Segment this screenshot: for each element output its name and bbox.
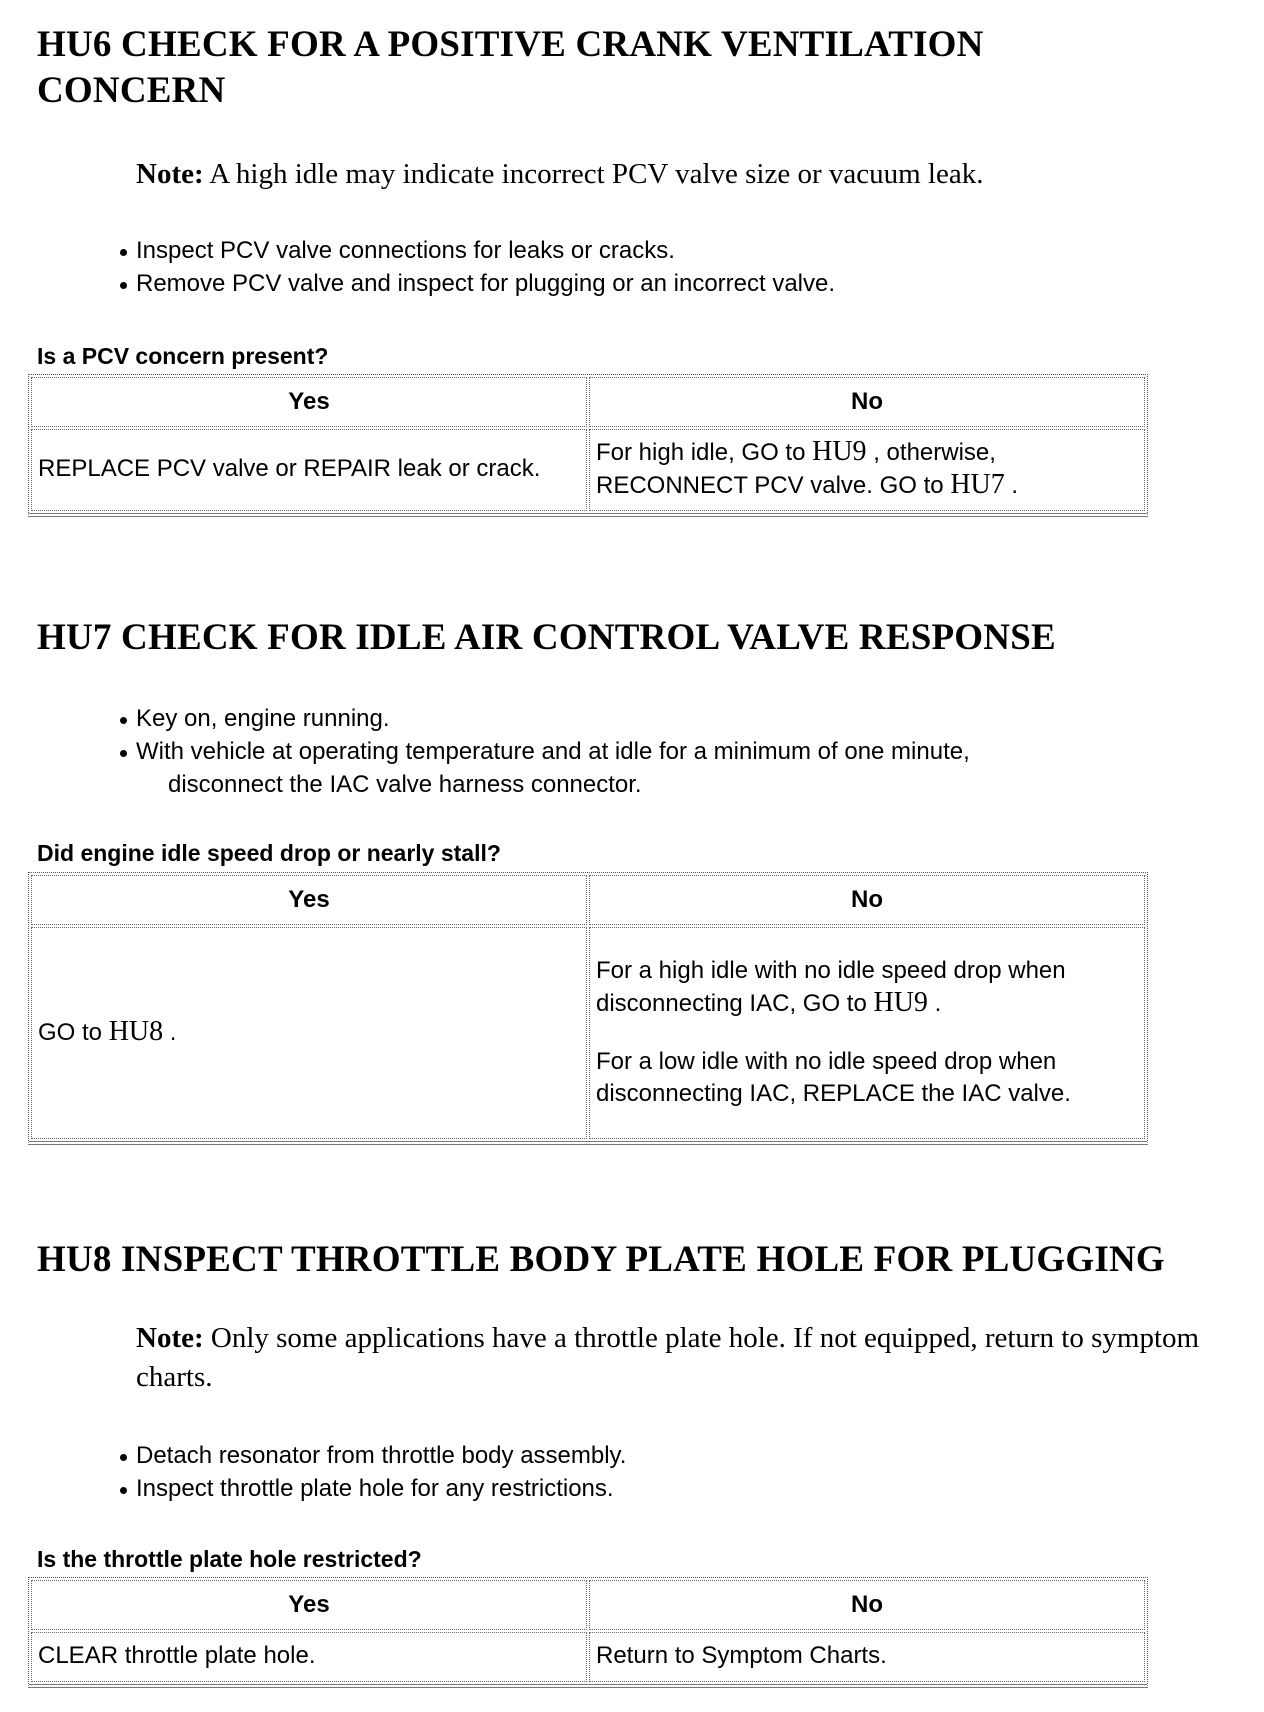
hu8-bullet-list xyxy=(118,1439,626,1505)
list-item xyxy=(118,702,970,735)
hu8-decision-table xyxy=(28,1577,1148,1688)
yes-cell-text: . xyxy=(163,1018,177,1046)
table-row xyxy=(31,1632,1145,1682)
table-header-row xyxy=(31,377,1145,427)
no-cell-text: , otherwise, RECONNECT PCV valve. GO to xyxy=(596,439,996,499)
hu6-note-text: A high idle may indicate incorrect PCV valve size or vacuum leak. xyxy=(203,158,984,190)
hu8-question: Is the throttle plate hole restricted? xyxy=(37,1546,422,1572)
yes-cell xyxy=(31,927,587,1139)
hu9-link[interactable]: HU9 xyxy=(873,986,928,1018)
no-cell xyxy=(589,429,1145,511)
yes-cell xyxy=(31,1632,587,1682)
no-cell-text: For a high idle with no idle speed drop when disconnecting IAC, GO to xyxy=(596,956,1066,1017)
no-header: No xyxy=(589,1580,1145,1630)
hu9-link[interactable]: HU9 xyxy=(812,436,867,467)
no-header: No xyxy=(589,377,1145,427)
hu7-title: HU7 CHECK FOR IDLE AIR CONTROL VALVE RESPONSE xyxy=(37,617,1056,658)
hu7-question: Did engine idle speed drop or nearly stall? xyxy=(37,840,501,866)
list-item-text: Detach resonator from throttle body assembly. xyxy=(136,1442,627,1469)
yes-header: Yes xyxy=(31,1580,587,1630)
list-item xyxy=(118,234,835,267)
yes-header: Yes xyxy=(31,875,587,925)
no-cell-text: Return to Symptom Charts. xyxy=(596,1642,887,1669)
list-item xyxy=(118,1439,626,1472)
list-item xyxy=(118,1472,626,1505)
hu6-title-line1: HU6 CHECK FOR A POSITIVE CRANK VENTILATION xyxy=(37,24,984,65)
yes-cell-text: CLEAR throttle plate hole. xyxy=(38,1642,316,1669)
hu8-note-label: Note: xyxy=(136,1322,204,1354)
list-item xyxy=(118,735,970,801)
hu6-title-line2: CONCERN xyxy=(37,70,226,111)
no-cell-text: . xyxy=(1004,472,1019,499)
no-cell xyxy=(589,1632,1145,1682)
hu6-title xyxy=(37,22,984,114)
table-header-row xyxy=(31,1580,1145,1630)
hu7-bullet-list xyxy=(118,702,970,801)
list-item-text: Key on, engine running. xyxy=(136,705,390,732)
hu6-bullet-list xyxy=(118,234,835,300)
hu7-decision-table xyxy=(28,872,1148,1145)
list-item-text: With vehicle at operating temperature and at idle for a minimum of one minute, xyxy=(136,738,970,765)
table-row xyxy=(31,927,1145,1139)
yes-cell-text: REPLACE PCV valve or REPAIR leak or crack. xyxy=(38,455,541,482)
list-item-text: Inspect PCV valve connections for leaks or cracks. xyxy=(136,237,675,264)
list-item-text: disconnect the IAC valve harness connector. xyxy=(168,771,642,798)
table-header-row xyxy=(31,875,1145,925)
yes-cell-text: GO to xyxy=(38,1018,109,1046)
no-cell-text: For a low idle with no idle speed drop when disconnecting IAC, REPLACE the IAC valve. xyxy=(596,1047,1071,1107)
list-item xyxy=(118,267,835,300)
no-cell xyxy=(589,927,1145,1139)
hu6-question: Is a PCV concern present? xyxy=(37,343,329,369)
paragraph-gap xyxy=(596,1020,1138,1046)
hu7-link[interactable]: HU7 xyxy=(950,469,1005,500)
hu8-title: HU8 INSPECT THROTTLE BODY PLATE HOLE FOR PLUGGING xyxy=(37,1239,1165,1280)
no-cell-text: . xyxy=(927,989,942,1017)
yes-cell xyxy=(31,429,587,511)
no-header: No xyxy=(589,875,1145,925)
list-item-text: Remove PCV valve and inspect for plugging or an incorrect valve. xyxy=(136,270,836,297)
hu6-note xyxy=(136,155,983,194)
hu6-decision-table xyxy=(28,374,1148,517)
hu8-note xyxy=(136,1319,1246,1397)
yes-header: Yes xyxy=(31,377,587,427)
table-row xyxy=(31,429,1145,511)
no-cell-text: For high idle, GO to xyxy=(596,439,813,466)
list-item-text: Inspect throttle plate hole for any restrictions. xyxy=(136,1475,614,1502)
hu8-note-text: Only some applications have a throttle plate hole. If not equipped, return to symptom charts. xyxy=(136,1322,1200,1393)
hu6-note-label: Note: xyxy=(136,158,204,190)
hu8-link[interactable]: HU8 xyxy=(108,1015,164,1047)
